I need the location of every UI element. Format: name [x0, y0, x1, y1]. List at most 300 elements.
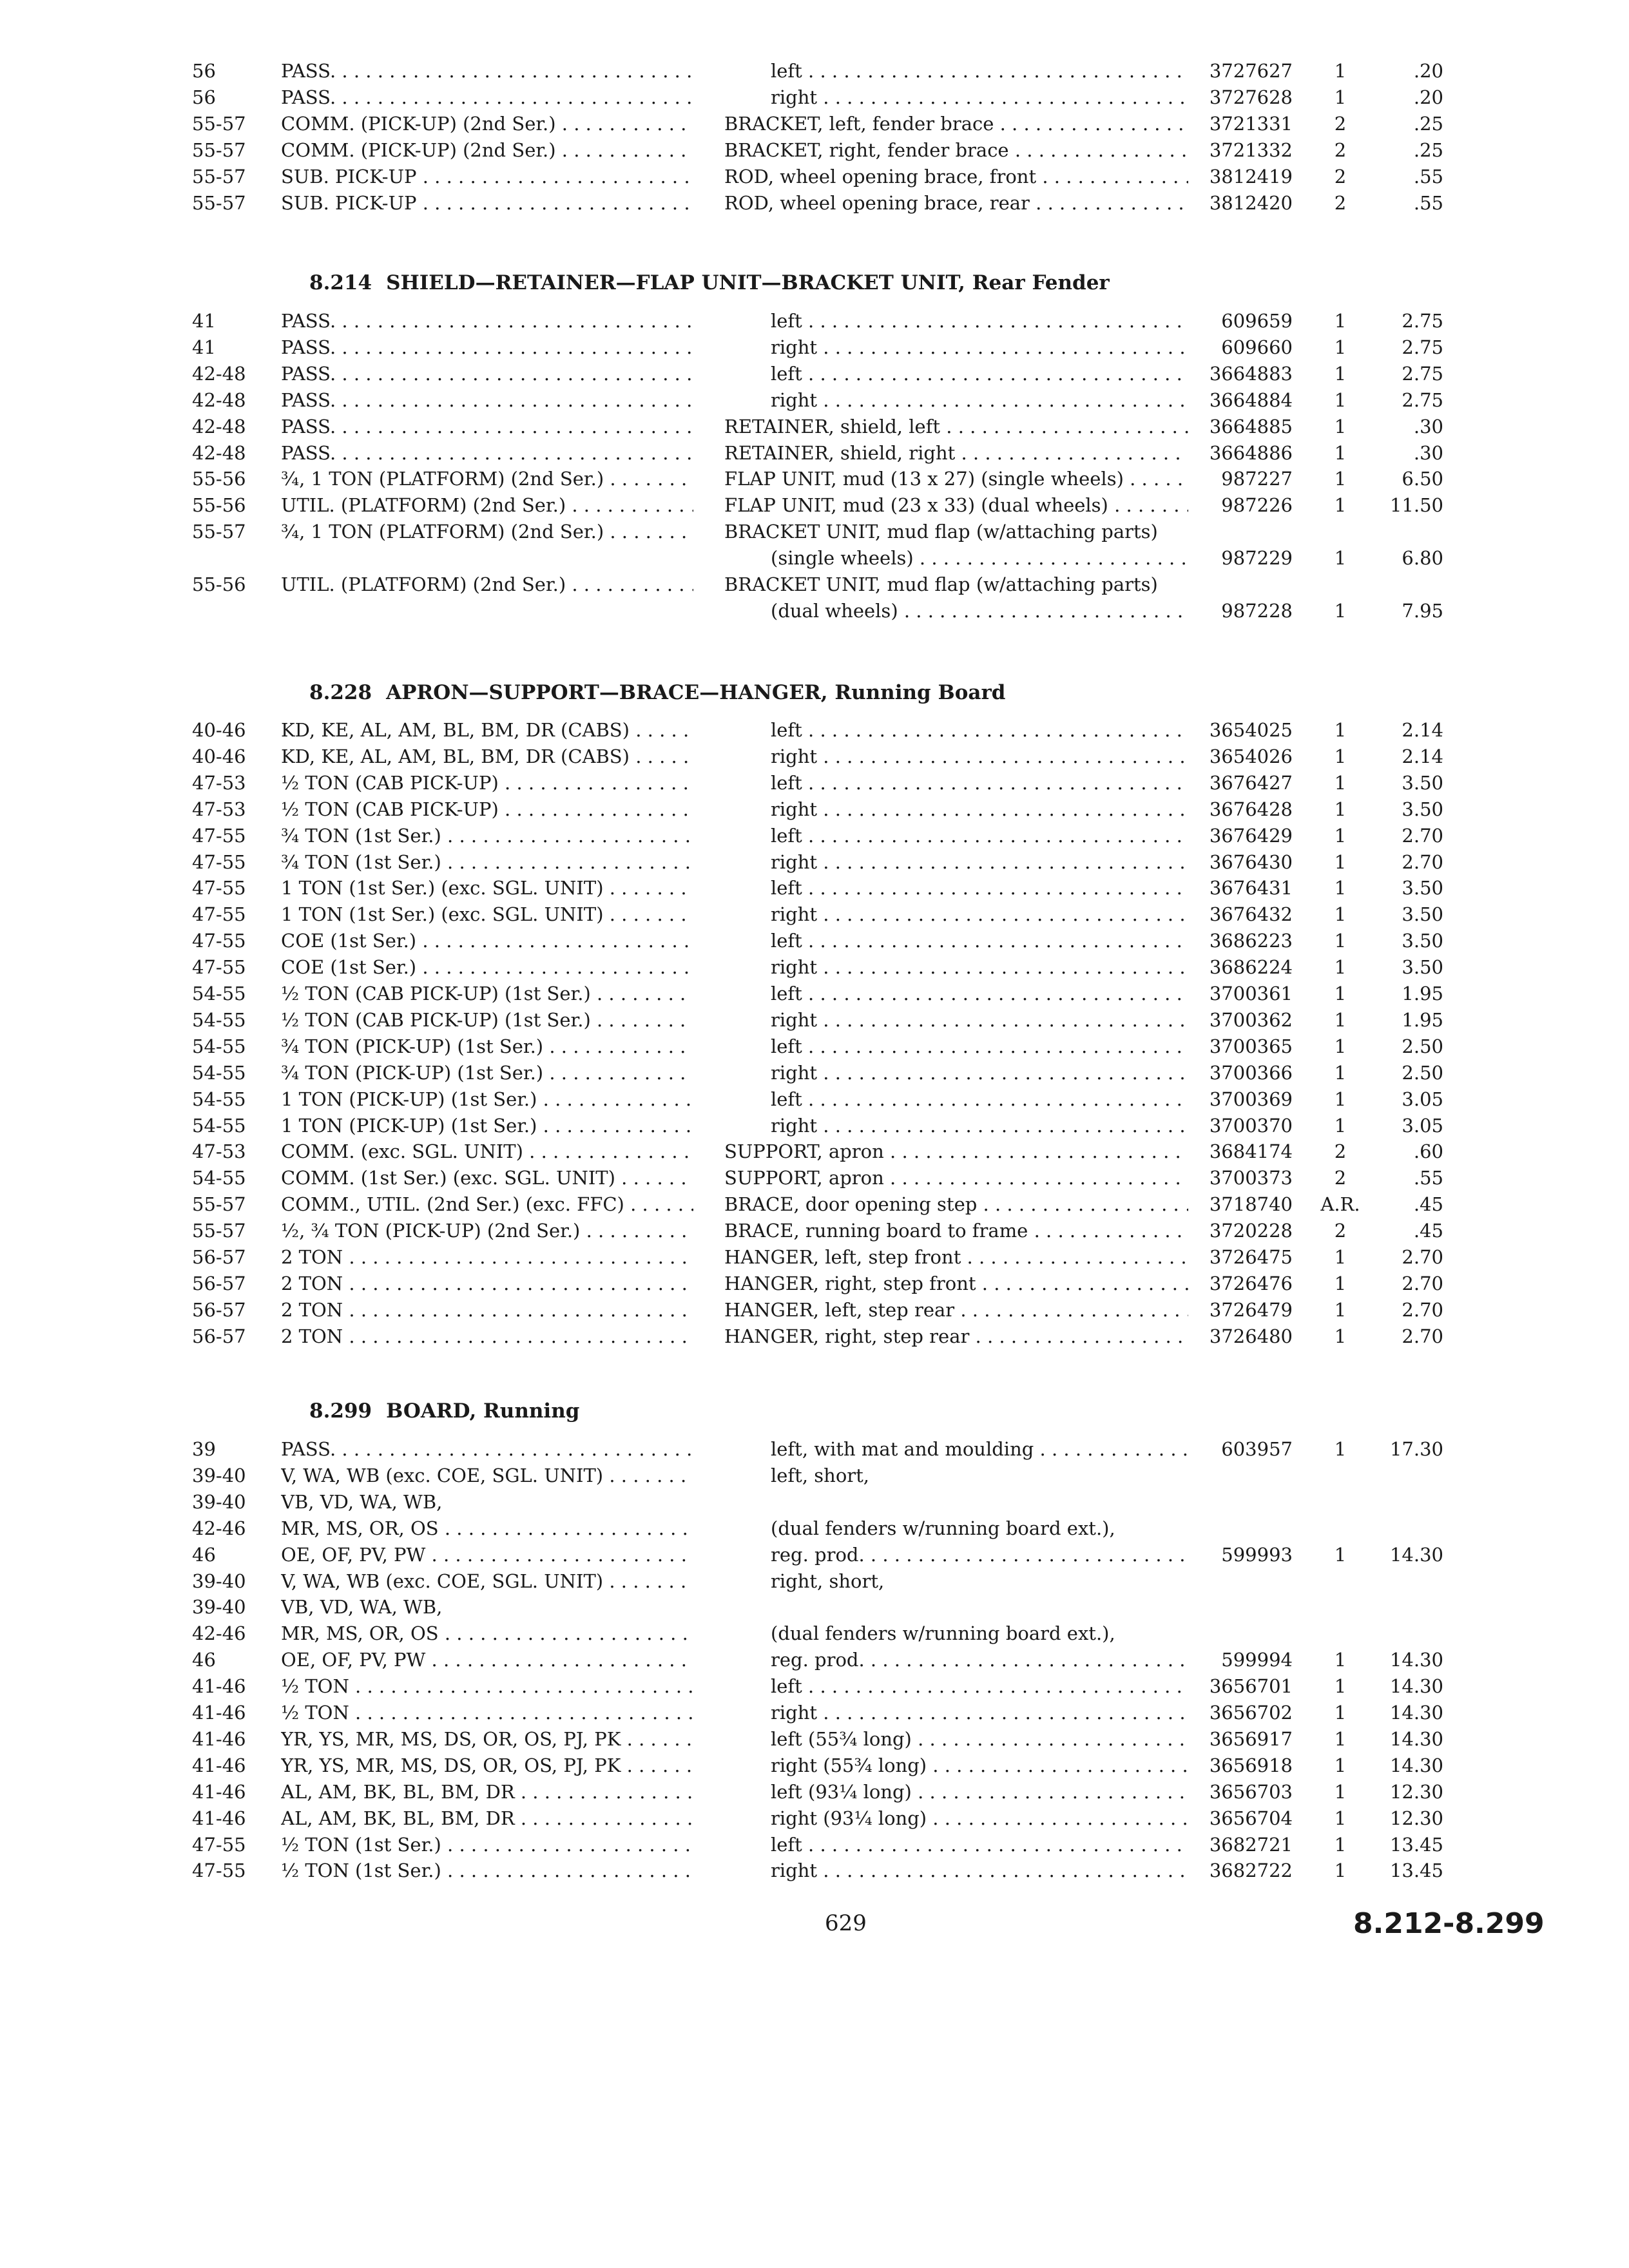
price: 2.70 [1402, 1272, 1443, 1294]
part-number: 3727627 [1209, 60, 1293, 82]
part-description: left . . . [771, 1033, 1188, 1060]
part-number: 987228 [1221, 599, 1293, 622]
quantity: 1 [1334, 547, 1347, 570]
part-number: 3720228 [1209, 1220, 1293, 1242]
part-description: left (93¼ long) . . . [771, 1779, 1188, 1805]
part-description: (dual wheels) . . . [771, 598, 1188, 624]
part-number: 987229 [1221, 547, 1293, 570]
part-description: left (55¾ long) . . . [771, 1726, 1188, 1753]
part-number: 3700370 [1209, 1114, 1293, 1137]
part-description: right . . . [771, 387, 1188, 414]
table-row [0, 572, 1629, 598]
price: 2.75 [1402, 336, 1443, 358]
price: 2.75 [1402, 362, 1443, 385]
table-row [0, 849, 1629, 876]
quantity: 1 [1334, 468, 1347, 490]
quantity: 1 [1334, 1649, 1347, 1671]
part-description: HANGER, left, step front . . . [724, 1244, 1188, 1271]
model-application: COMM. (exc. SGL. UNIT) . . . [281, 1139, 693, 1165]
model-application: MR, MS, OR, OS . . . [281, 1620, 693, 1647]
model-application: COE (1st Ser.) . . . [281, 954, 693, 981]
table-row [0, 519, 1629, 545]
price: 1.95 [1402, 1008, 1443, 1031]
model-application: ¾ TON (PICK-UP) (1st Ser.) . . . [281, 1060, 693, 1086]
part-description: left . . . [771, 981, 1188, 1007]
table-row [0, 1463, 1629, 1489]
price: 6.80 [1402, 547, 1443, 570]
part-number: 3664886 [1209, 441, 1293, 464]
part-description: right . . . [771, 1113, 1188, 1139]
table-row [0, 387, 1629, 414]
table-row [0, 1489, 1629, 1515]
price: 7.95 [1402, 599, 1443, 622]
part-description: right . . . [771, 1858, 1188, 1884]
year-range: 56-57 [192, 1298, 246, 1321]
part-description: SUPPORT, apron . . . [724, 1139, 1188, 1165]
model-application: ¾ TON (PICK-UP) (1st Ser.) . . . [281, 1033, 693, 1060]
price: 17.30 [1389, 1438, 1443, 1460]
year-range: 55-56 [192, 494, 246, 517]
price: 2.70 [1402, 1325, 1443, 1347]
table-row [0, 1165, 1629, 1191]
year-range: 39-40 [192, 1596, 246, 1619]
part-description: left . . . [771, 770, 1188, 796]
model-application: KD, KE, AL, AM, BL, BM, DR (CABS) . . . [281, 744, 693, 770]
model-application: COMM. (PICK-UP) (2nd Ser.) . . . [281, 137, 693, 164]
part-description: HANGER, left, step rear . . . [724, 1297, 1188, 1323]
price: .30 [1413, 415, 1443, 437]
quantity: 2 [1334, 139, 1347, 161]
year-range: 41-46 [192, 1702, 246, 1724]
quantity: 1 [1334, 599, 1347, 622]
quantity: 2 [1334, 191, 1347, 214]
part-number: 3700365 [1209, 1035, 1293, 1057]
model-application: SUB. PICK-UP . . . [281, 164, 693, 190]
part-description: RETAINER, shield, right . . . [724, 440, 1188, 466]
model-application: PASS. . . . [281, 84, 693, 111]
year-range: 47-55 [192, 903, 246, 926]
year-range: 54-55 [192, 983, 246, 1004]
model-application: ½ TON . . . [281, 1700, 693, 1726]
section-heading [309, 269, 1110, 297]
section-heading [309, 678, 1005, 707]
table-row [0, 1594, 1629, 1620]
quantity: 1 [1334, 1246, 1347, 1268]
section-subtitle: Running [483, 1399, 580, 1423]
price: 14.30 [1389, 1754, 1443, 1776]
table-row [0, 111, 1629, 137]
part-number: 3726475 [1209, 1246, 1293, 1268]
year-range: 54-55 [192, 1061, 246, 1084]
part-number: 987226 [1221, 494, 1293, 517]
model-application: ½ TON (CAB PICK-UP) (1st Ser.) . . . [281, 1007, 693, 1033]
model-application: PASS. . . . [281, 58, 693, 84]
year-range: 39-40 [192, 1570, 246, 1592]
year-range: 55-57 [192, 112, 246, 135]
year-range: 47-55 [192, 824, 246, 847]
year-range: 47-53 [192, 798, 246, 820]
table-row [0, 361, 1629, 387]
model-application: ¾ TON (1st Ser.) . . . [281, 823, 693, 849]
part-description: left . . . [771, 928, 1188, 954]
part-number: 3654026 [1209, 745, 1293, 767]
model-application: AL, AM, BK, BL, BM, DR . . . [281, 1779, 693, 1805]
quantity: 1 [1334, 850, 1347, 873]
part-number: 987227 [1221, 468, 1293, 490]
quantity: 1 [1334, 1754, 1347, 1776]
section-title: BOARD, [386, 1399, 484, 1423]
part-number: 3812419 [1209, 165, 1293, 187]
price: .45 [1413, 1193, 1443, 1216]
quantity: 2 [1334, 1140, 1347, 1163]
model-application: 2 TON . . . [281, 1271, 693, 1297]
price: 2.70 [1402, 850, 1443, 873]
part-number: 3676428 [1209, 798, 1293, 820]
table-row [0, 928, 1629, 954]
price: .55 [1413, 191, 1443, 214]
year-range: 42-46 [192, 1517, 246, 1539]
year-range: 42-48 [192, 389, 246, 411]
part-description: left . . . [771, 1832, 1188, 1858]
model-application: ½ TON (1st Ser.) . . . [281, 1858, 693, 1884]
part-description: right . . . [771, 796, 1188, 823]
year-range: 41-46 [192, 1675, 246, 1698]
quantity: 1 [1334, 310, 1347, 332]
table-row [0, 1060, 1629, 1086]
year-range: 47-55 [192, 1833, 246, 1856]
part-description: ROD, wheel opening brace, rear . . . [724, 190, 1188, 216]
model-application: ½ TON . . . [281, 1673, 693, 1700]
price: 3.50 [1402, 930, 1443, 952]
quantity: 1 [1334, 1298, 1347, 1321]
part-number: 3700373 [1209, 1167, 1293, 1189]
part-number: 3654025 [1209, 719, 1293, 741]
year-range: 54-55 [192, 1008, 246, 1031]
quantity: 1 [1334, 86, 1347, 108]
model-application: 2 TON . . . [281, 1244, 693, 1271]
year-range: 42-48 [192, 415, 246, 437]
quantity: 1 [1334, 798, 1347, 820]
part-number: 3686224 [1209, 956, 1293, 979]
table-row [0, 414, 1629, 440]
part-description: FLAP UNIT, mud (23 x 33) (dual wheels) . . . [724, 492, 1188, 519]
quantity: 1 [1334, 1833, 1347, 1856]
price: .60 [1413, 1140, 1443, 1163]
year-range: 46 [192, 1543, 216, 1566]
table-row [0, 1436, 1629, 1463]
part-description: BRACKET, right, fender brace . . . [724, 137, 1188, 164]
table-row [0, 1271, 1629, 1297]
year-range: 55-57 [192, 521, 246, 543]
quantity: A.R. [1320, 1193, 1360, 1216]
part-number: 3718740 [1209, 1193, 1293, 1216]
model-application: 1 TON (1st Ser.) (exc. SGL. UNIT) . . . [281, 875, 693, 901]
quantity: 2 [1334, 112, 1347, 135]
table-row [0, 1726, 1629, 1753]
year-range: 46 [192, 1649, 216, 1671]
quantity: 1 [1334, 771, 1347, 794]
part-number: 3656704 [1209, 1807, 1293, 1829]
section-subtitle: Running Board [834, 681, 1006, 704]
section-number: 8.228 [309, 681, 372, 704]
table-row [0, 1244, 1629, 1271]
model-application: ½ TON (CAB PICK-UP) . . . [281, 796, 693, 823]
part-description: left . . . [771, 1086, 1188, 1113]
table-row [0, 1700, 1629, 1726]
model-application: COMM., UTIL. (2nd Ser.) (exc. FFC) . . . [281, 1191, 693, 1218]
model-application: VB, VD, WA, WB, [281, 1490, 443, 1513]
year-range: 39-40 [192, 1490, 246, 1513]
part-number: 603957 [1221, 1438, 1293, 1460]
page-number: 629 [825, 1910, 867, 1936]
model-application: PASS. . . . [281, 440, 693, 466]
model-application: OE, OF, PV, PW . . . [281, 1647, 693, 1673]
part-number: 3676430 [1209, 850, 1293, 873]
part-number: 3726480 [1209, 1325, 1293, 1347]
table-row [0, 1858, 1629, 1884]
part-number: 3682722 [1209, 1860, 1293, 1882]
part-description: right . . . [771, 84, 1188, 111]
quantity: 1 [1334, 1860, 1347, 1882]
quantity: 2 [1334, 165, 1347, 187]
quantity: 1 [1334, 903, 1347, 926]
year-range: 55-57 [192, 1193, 246, 1216]
year-range: 41-46 [192, 1727, 246, 1750]
part-description: left . . . [771, 361, 1188, 387]
part-description: left . . . [771, 875, 1188, 901]
part-description: right . . . [771, 744, 1188, 770]
part-description: right . . . [771, 334, 1188, 361]
price: 12.30 [1389, 1780, 1443, 1803]
part-number: 3676431 [1209, 877, 1293, 899]
model-application: ½ TON (CAB PICK-UP) . . . [281, 770, 693, 796]
model-application: 1 TON (PICK-UP) (1st Ser.) . . . [281, 1113, 693, 1139]
price: .20 [1413, 86, 1443, 108]
model-application: ½ TON (CAB PICK-UP) (1st Ser.) . . . [281, 981, 693, 1007]
year-range: 47-55 [192, 1860, 246, 1882]
price: 14.30 [1389, 1727, 1443, 1750]
year-range: 47-55 [192, 956, 246, 979]
part-description: FLAP UNIT, mud (13 x 27) (single wheels) . . . [724, 466, 1188, 492]
price: .55 [1413, 165, 1443, 187]
quantity: 1 [1334, 336, 1347, 358]
table-row [0, 1297, 1629, 1323]
year-range: 41-46 [192, 1754, 246, 1776]
part-description: left, short, [771, 1464, 870, 1486]
year-range: 47-53 [192, 771, 246, 794]
table-row [0, 1542, 1629, 1568]
price: 3.50 [1402, 771, 1443, 794]
price: 2.75 [1402, 310, 1443, 332]
quantity: 1 [1334, 1061, 1347, 1084]
part-description: (dual fenders w/running board ext.), [771, 1517, 1115, 1539]
price: 12.30 [1389, 1807, 1443, 1829]
model-application: PASS. . . . [281, 361, 693, 387]
part-number: 3676432 [1209, 903, 1293, 926]
price: 3.05 [1402, 1088, 1443, 1110]
model-application: 1 TON (PICK-UP) (1st Ser.) . . . [281, 1086, 693, 1113]
model-application: PASS. . . . [281, 334, 693, 361]
price: .20 [1413, 60, 1443, 82]
year-range: 40-46 [192, 719, 246, 741]
table-row [0, 823, 1629, 849]
price: 6.50 [1402, 468, 1443, 490]
part-number: 3656918 [1209, 1754, 1293, 1776]
price: 3.50 [1402, 798, 1443, 820]
part-description: left . . . [771, 823, 1188, 849]
table-row [0, 875, 1629, 901]
price: .25 [1413, 139, 1443, 161]
table-row [0, 545, 1629, 572]
quantity: 1 [1334, 441, 1347, 464]
part-description: right . . . [771, 1060, 1188, 1086]
table-row [0, 1753, 1629, 1779]
year-range: 41-46 [192, 1780, 246, 1803]
part-number: 3676427 [1209, 771, 1293, 794]
price: 2.14 [1402, 719, 1443, 741]
part-description: reg. prod. . . . [771, 1647, 1188, 1673]
model-application: ¾, 1 TON (PLATFORM) (2nd Ser.) . . . [281, 519, 693, 545]
part-number: 3721331 [1209, 112, 1293, 135]
part-number: 599993 [1221, 1543, 1293, 1566]
year-range: 56 [192, 60, 216, 82]
part-number: 3656702 [1209, 1702, 1293, 1724]
section-heading [309, 1397, 579, 1425]
part-description: HANGER, right, step front . . . [724, 1271, 1188, 1297]
model-application: COE (1st Ser.) . . . [281, 928, 693, 954]
model-application: YR, YS, MR, MS, DS, OR, OS, PJ, PK . . . [281, 1753, 693, 1779]
part-description: right . . . [771, 954, 1188, 981]
year-range: 42-46 [192, 1622, 246, 1645]
year-range: 54-55 [192, 1088, 246, 1110]
part-description: left, with mat and moulding . . . [771, 1436, 1188, 1463]
quantity: 1 [1334, 1008, 1347, 1031]
part-description: left . . . [771, 58, 1188, 84]
price: 13.45 [1389, 1860, 1443, 1882]
quantity: 1 [1334, 389, 1347, 411]
quantity: 1 [1334, 415, 1347, 437]
year-range: 56-57 [192, 1246, 246, 1268]
price: .30 [1413, 441, 1443, 464]
table-row [0, 308, 1629, 334]
quantity: 1 [1334, 362, 1347, 385]
model-application: 2 TON . . . [281, 1323, 693, 1350]
table-row [0, 598, 1629, 624]
table-row [0, 1620, 1629, 1647]
part-description: BRACKET, left, fender brace . . . [724, 111, 1188, 137]
model-application: PASS. . . . [281, 414, 693, 440]
price: 2.75 [1402, 389, 1443, 411]
quantity: 1 [1334, 1272, 1347, 1294]
price: 2.14 [1402, 745, 1443, 767]
quantity: 1 [1334, 1114, 1347, 1137]
table-row [0, 1515, 1629, 1542]
quantity: 1 [1334, 877, 1347, 899]
model-application: UTIL. (PLATFORM) (2nd Ser.) . . . [281, 572, 693, 598]
model-application: V, WA, WB (exc. COE, SGL. UNIT) . . . [281, 1568, 693, 1595]
part-number: 3727628 [1209, 86, 1293, 108]
table-row [0, 137, 1629, 164]
price: 14.30 [1389, 1543, 1443, 1566]
quantity: 1 [1334, 956, 1347, 979]
price: .45 [1413, 1220, 1443, 1242]
quantity: 1 [1334, 1780, 1347, 1803]
model-application: ¾, 1 TON (PLATFORM) (2nd Ser.) . . . [281, 466, 693, 492]
table-row [0, 1139, 1629, 1165]
year-range: 54-55 [192, 1167, 246, 1189]
table-row [0, 84, 1629, 111]
price: .25 [1413, 112, 1443, 135]
part-description: BRACKET UNIT, mud flap (w/attaching parts) [724, 521, 1158, 543]
year-range: 55-56 [192, 573, 246, 595]
quantity: 1 [1334, 1727, 1347, 1750]
table-row [0, 1779, 1629, 1805]
model-application: PASS. . . . [281, 308, 693, 334]
model-application: COMM. (1st Ser.) (exc. SGL. UNIT) . . . [281, 1165, 693, 1191]
part-description: left . . . [771, 1673, 1188, 1700]
quantity: 1 [1334, 983, 1347, 1004]
year-range: 40-46 [192, 745, 246, 767]
price: .55 [1413, 1167, 1443, 1189]
table-row [0, 1033, 1629, 1060]
part-description: RETAINER, shield, left . . . [724, 414, 1188, 440]
table-row [0, 744, 1629, 770]
table-row [0, 466, 1629, 492]
table-row [0, 1647, 1629, 1673]
part-description: left . . . [771, 308, 1188, 334]
part-description: BRACE, running board to frame . . . [724, 1218, 1188, 1244]
table-row [0, 717, 1629, 744]
part-description: right (93¼ long) . . . [771, 1805, 1188, 1832]
part-number: 3656917 [1209, 1727, 1293, 1750]
model-application: V, WA, WB (exc. COE, SGL. UNIT) . . . [281, 1463, 693, 1489]
model-application: COMM. (PICK-UP) (2nd Ser.) . . . [281, 111, 693, 137]
price: 3.05 [1402, 1114, 1443, 1137]
year-range: 55-57 [192, 165, 246, 187]
model-application: UTIL. (PLATFORM) (2nd Ser.) . . . [281, 492, 693, 519]
part-number: 3700361 [1209, 983, 1293, 1004]
part-number: 3664884 [1209, 389, 1293, 411]
section-title: APRON—SUPPORT—BRACE—HANGER, [386, 681, 835, 704]
model-application: 2 TON . . . [281, 1297, 693, 1323]
part-description: right, short, [771, 1570, 885, 1592]
part-description: BRACKET UNIT, mud flap (w/attaching parts) [724, 573, 1158, 595]
quantity: 1 [1334, 1088, 1347, 1110]
part-number: 3812420 [1209, 191, 1293, 214]
table-row [0, 1086, 1629, 1113]
price: 2.50 [1402, 1061, 1443, 1084]
table-row [0, 440, 1629, 466]
part-number: 3656703 [1209, 1780, 1293, 1803]
table-row [0, 1113, 1629, 1139]
model-application: ¾ TON (1st Ser.) . . . [281, 849, 693, 876]
price: 14.30 [1389, 1702, 1443, 1724]
section-subtitle: Rear Fender [972, 271, 1110, 294]
quantity: 1 [1334, 745, 1347, 767]
table-row [0, 1323, 1629, 1350]
table-row [0, 770, 1629, 796]
part-number: 3686223 [1209, 930, 1293, 952]
quantity: 1 [1334, 494, 1347, 517]
part-number: 3684174 [1209, 1140, 1293, 1163]
model-application: PASS. . . . [281, 387, 693, 414]
year-range: 56-57 [192, 1325, 246, 1347]
price: 2.50 [1402, 1035, 1443, 1057]
quantity: 1 [1334, 1807, 1347, 1829]
price: 3.50 [1402, 956, 1443, 979]
year-range: 42-48 [192, 362, 246, 385]
year-range: 39 [192, 1438, 216, 1460]
